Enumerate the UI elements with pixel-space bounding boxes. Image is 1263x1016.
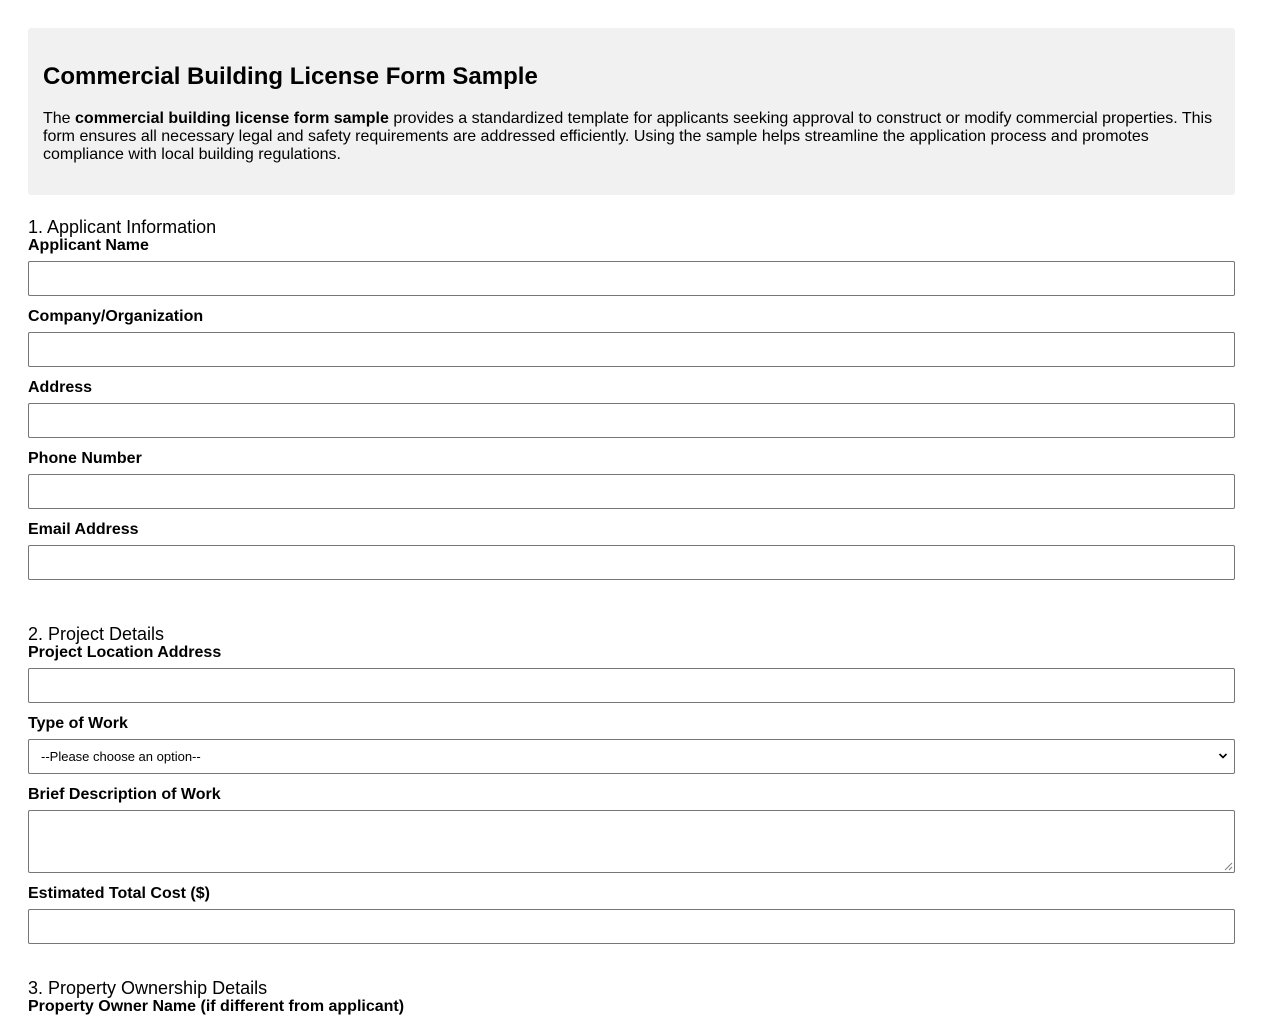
field-owner-name (28, 998, 1235, 1016)
applicant-name-label: Applicant Name (28, 237, 149, 254)
email-input[interactable] (28, 545, 1235, 580)
field-company (28, 308, 1235, 367)
intro-desc-rest: provides a standardized template for applicants seeking approval to construct or modify commercial properties. This form ensures all necessary legal and safety requirements are addressed efficiently. Using the sample helps streamline the application process and promotes compliance with local building regulations. (43, 110, 1213, 163)
section-title-project: 2. Project Details (28, 624, 165, 644)
work-type-label: Type of Work (28, 715, 128, 732)
intro-description (43, 110, 1220, 164)
section-title-applicant: 1. Applicant Information (28, 217, 217, 237)
field-phone (28, 450, 1235, 509)
owner-name-label: Property Owner Name (if different from applicant) (28, 998, 405, 1015)
section-title-ownership: 3. Property Ownership Details (28, 978, 268, 998)
work-type-selected-value: --Please choose an option-- (41, 749, 201, 764)
estimated-cost-label: Estimated Total Cost ($) (28, 885, 210, 902)
field-estimated-cost (28, 885, 1235, 944)
field-work-description (28, 786, 1235, 873)
company-input[interactable] (28, 332, 1235, 367)
field-applicant-name (28, 237, 1235, 296)
field-work-type (28, 715, 1235, 774)
work-type-select[interactable] (28, 739, 1235, 774)
address-label: Address (28, 379, 93, 396)
intro-desc-prefix: The (43, 110, 76, 127)
chevron-down-icon (1218, 751, 1228, 761)
project-location-input[interactable] (28, 668, 1235, 703)
intro-desc-bold: commercial building license form sample (75, 110, 389, 127)
estimated-cost-input[interactable] (28, 909, 1235, 944)
phone-label: Phone Number (28, 450, 142, 467)
applicant-name-input[interactable] (28, 261, 1235, 296)
work-description-textarea[interactable] (28, 810, 1235, 873)
field-address (28, 379, 1235, 438)
phone-input[interactable] (28, 474, 1235, 509)
resize-handle-icon[interactable] (1224, 862, 1233, 871)
intro-box (28, 28, 1235, 195)
address-input[interactable] (28, 403, 1235, 438)
field-project-location (28, 644, 1235, 703)
email-label: Email Address (28, 521, 139, 538)
company-label: Company/Organization (28, 308, 204, 325)
page-title: Commercial Building License Form Sample (43, 63, 538, 90)
field-email (28, 521, 1235, 580)
project-location-label: Project Location Address (28, 644, 222, 661)
work-description-label: Brief Description of Work (28, 786, 221, 803)
